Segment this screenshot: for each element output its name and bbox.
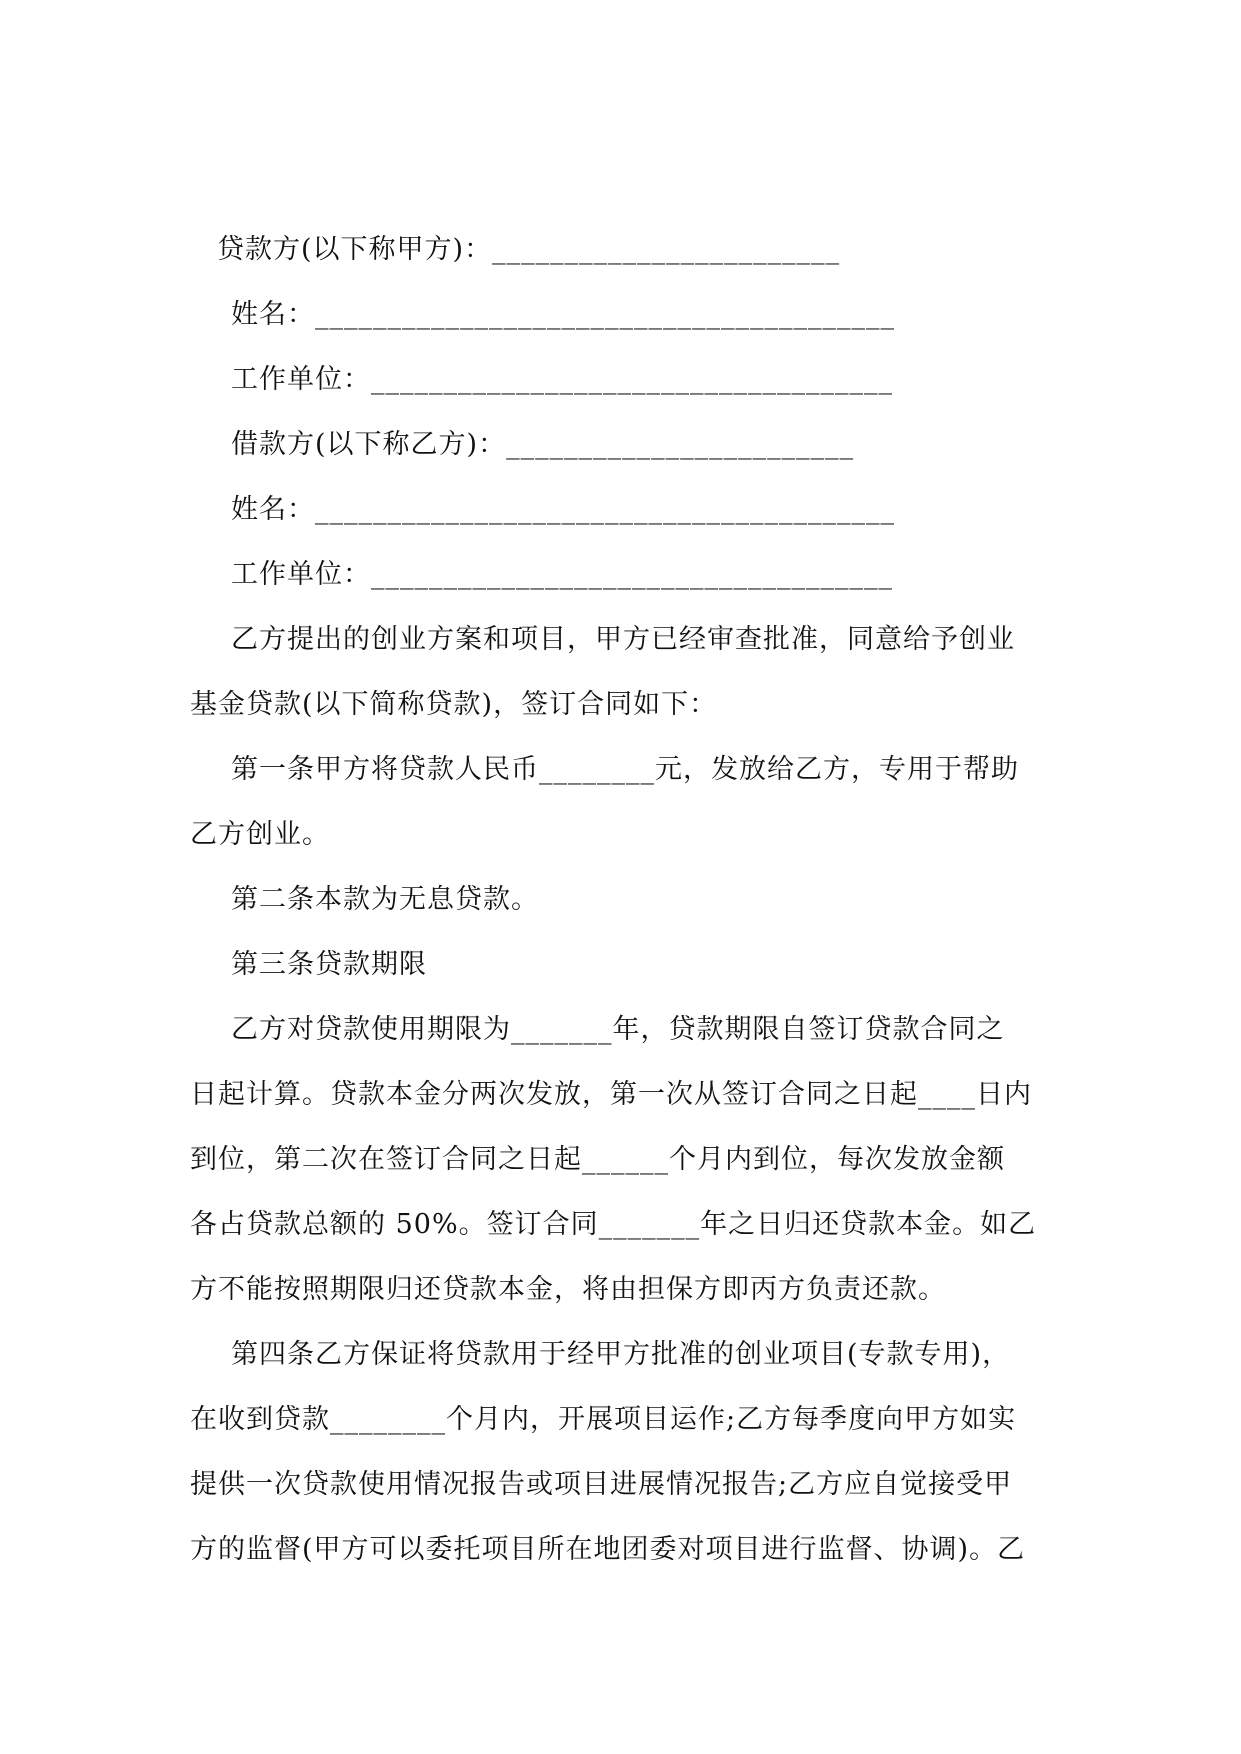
article-3-line-2: 日起计算。贷款本金分两次发放，第一次从签订合同之日起____日内 (190, 1079, 1032, 1110)
article-4-line-2: 在收到贷款________个月内，开展项目运作;乙方每季度向甲方如实 (190, 1404, 1017, 1435)
article-1-line-2: 乙方创业。 (190, 819, 330, 850)
article-4-line-4: 方的监督(甲方可以委托项目所在地团委对项目进行监督、协调)。乙 (190, 1534, 1026, 1565)
lender-line: 贷款方(以下称甲方)：________________________ (217, 234, 841, 265)
article-4-line-1: 第四条乙方保证将贷款用于经甲方批准的创业项目(专款专用)， (231, 1339, 1011, 1370)
article-3-line-1: 乙方对贷款使用期限为_______年，贷款期限自签订贷款合同之 (231, 1014, 1005, 1045)
article-3-line-5: 方不能按照期限归还贷款本金，将由担保方即丙方负责还款。 (190, 1274, 946, 1305)
article-3-title: 第三条贷款期限 (231, 949, 427, 980)
borrower-name-line: 姓名：________________________________________ (231, 494, 895, 525)
article-3-line-3: 到位，第二次在签订合同之日起______个月内到位，每次发放金额 (190, 1144, 1005, 1175)
borrower-work-unit-line: 工作单位：____________________________________ (231, 559, 893, 590)
article-1-line-1: 第一条甲方将贷款人民币________元，发放给乙方，专用于帮助 (231, 754, 1019, 785)
article-4-line-3: 提供一次贷款使用情况报告或项目进展情况报告;乙方应自觉接受甲 (190, 1469, 1013, 1500)
intro-line-1: 乙方提出的创业方案和项目，甲方已经审查批准，同意给予创业 (231, 624, 1015, 655)
intro-line-2: 基金贷款(以下简称贷款)，签订合同如下： (190, 689, 718, 720)
lender-work-unit-line: 工作单位：____________________________________ (231, 364, 893, 395)
borrower-line: 借款方(以下称乙方)：________________________ (231, 429, 855, 460)
article-3-line-4: 各占贷款总额的 50%。签订合同_______年之日归还贷款本金。如乙 (190, 1209, 1037, 1240)
lender-name-line: 姓名：________________________________________ (231, 299, 895, 330)
article-2: 第二条本款为无息贷款。 (231, 884, 539, 915)
